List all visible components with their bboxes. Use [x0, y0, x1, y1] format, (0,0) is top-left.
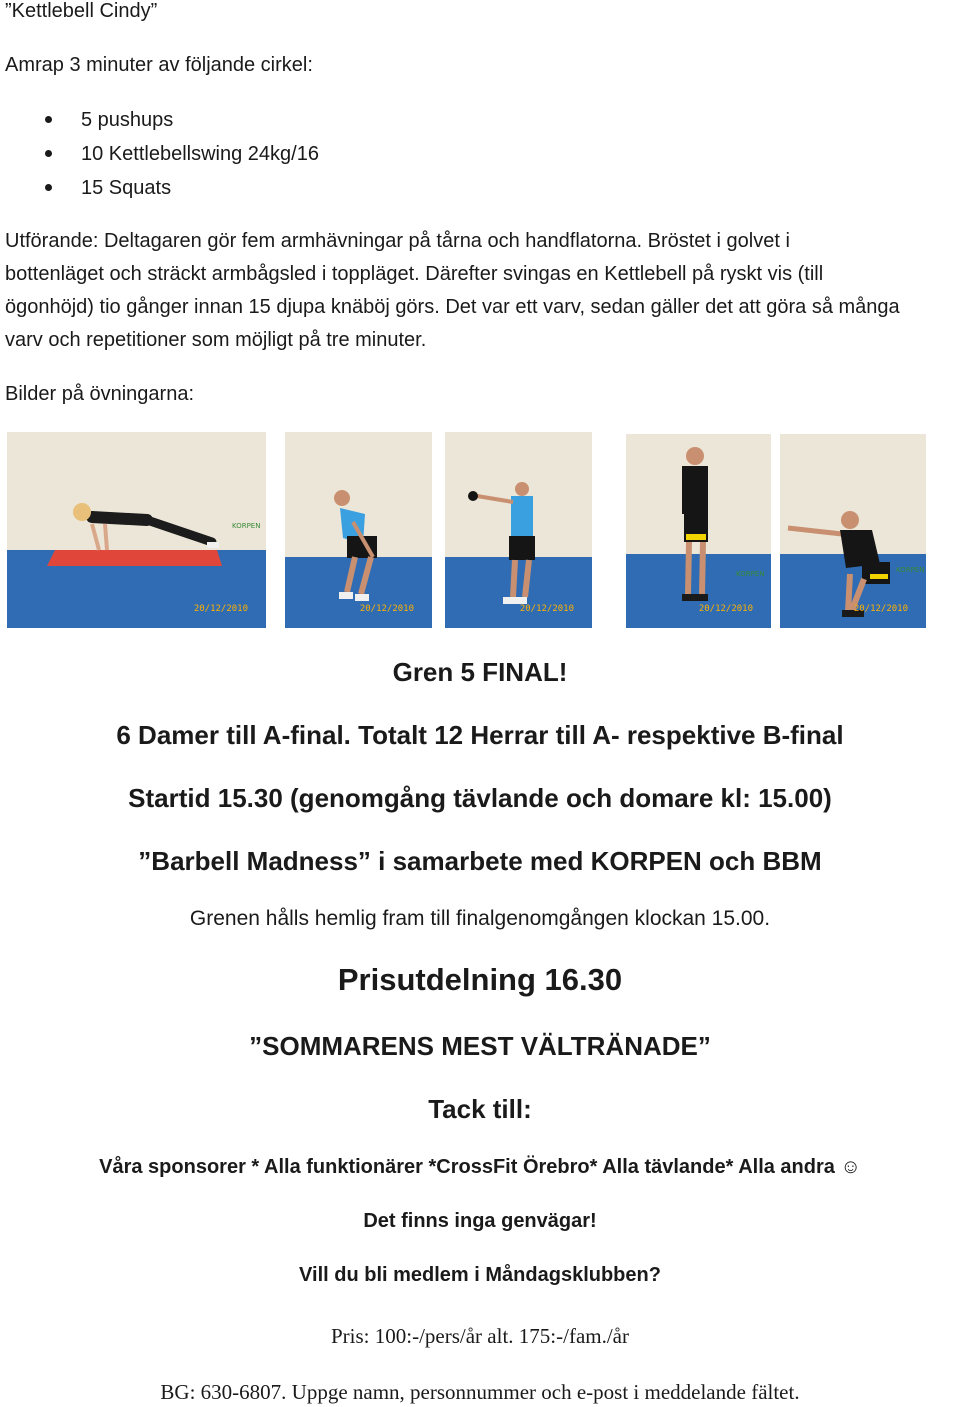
- intro-text: Amrap 3 minuter av följande cirkel:: [5, 54, 313, 76]
- description-line: varv och repetitioner som möjligt på tre minuter.: [5, 329, 427, 351]
- final-qualifiers: 6 Damer till A-final. Totalt 12 Herrar till A- respektive B-final: [116, 720, 844, 750]
- barbell-madness-line: ”Barbell Madness” i samarbete med KORPEN och BBM: [138, 846, 822, 876]
- final-heading: Gren 5 FINAL!: [392, 657, 568, 687]
- document-title: ”Kettlebell Cindy”: [5, 0, 158, 22]
- photo-date-stamp: 20/12/2010: [853, 604, 908, 614]
- thanks-heading: Tack till:: [428, 1094, 532, 1124]
- description-line: Utförande: Deltagaren gör fem armhävningar på tårna och handflatorna. Bröstet i golvet i: [5, 230, 790, 252]
- photo-date-stamp: 20/12/2010: [519, 604, 574, 614]
- secret-event-note: Grenen hålls hemlig fram till finalgenomgången klockan 15.00.: [189, 907, 771, 930]
- start-time: Startid 15.30 (genomgång tävlande och domare kl: 15.00): [128, 783, 832, 813]
- images-label: Bilder på övningarna:: [5, 383, 195, 405]
- pushup-photo-icon: KORPEN 20/12/2010: [7, 432, 266, 628]
- squat-bottom-photo-icon: KORPEN 20/12/2010: [780, 434, 926, 628]
- description-line: ögonhöjd) tio gånger innan 15 djupa knäböj görs. Det var ett varv, sedan gäller det att göra så många: [5, 296, 900, 318]
- list-item: 10 Kettlebellswing 24kg/16: [81, 143, 319, 165]
- prize-ceremony: Prisutdelning 16.30: [337, 962, 623, 997]
- bullet-icon: [45, 116, 52, 123]
- join-question: Vill du bli medlem i Måndagsklubben?: [299, 1264, 661, 1286]
- bank-giro-info: BG: 630-6807. Uppge namn, personnummer och e-post i meddelande fältet.: [160, 1380, 800, 1404]
- kettlebell-swing-top-photo-icon: [445, 432, 592, 628]
- squat-standing-photo-icon: KORPEN 20/12/2010: [626, 434, 771, 628]
- photo-date-stamp: 20/12/2010: [193, 604, 248, 614]
- photo-date-stamp: 20/12/2010: [698, 604, 753, 614]
- bullet-icon: [45, 184, 52, 191]
- kettlebell-swing-bottom-photo-icon: [285, 432, 432, 628]
- bullet-icon: [45, 150, 52, 157]
- summer-title: ”SOMMARENS MEST VÄLTRÄNADE”: [249, 1031, 711, 1061]
- thanks-line: Våra sponsorer * Alla funktionärer *CrossFit Örebro* Alla tävlande* Alla andra ☺: [99, 1156, 861, 1178]
- list-item: 5 pushups: [81, 109, 174, 131]
- description-line: bottenläget och sträckt armbågsled i toppläget. Därefter svingas en Kettlebell på ryskt vis (till: [5, 263, 824, 285]
- no-shortcuts: Det finns inga genvägar!: [363, 1210, 597, 1232]
- list-item: 15 Squats: [81, 177, 172, 199]
- membership-price: Pris: 100:-/pers/år alt. 175:-/fam./år: [330, 1324, 629, 1348]
- photo-date-stamp: 20/12/2010: [359, 604, 414, 614]
